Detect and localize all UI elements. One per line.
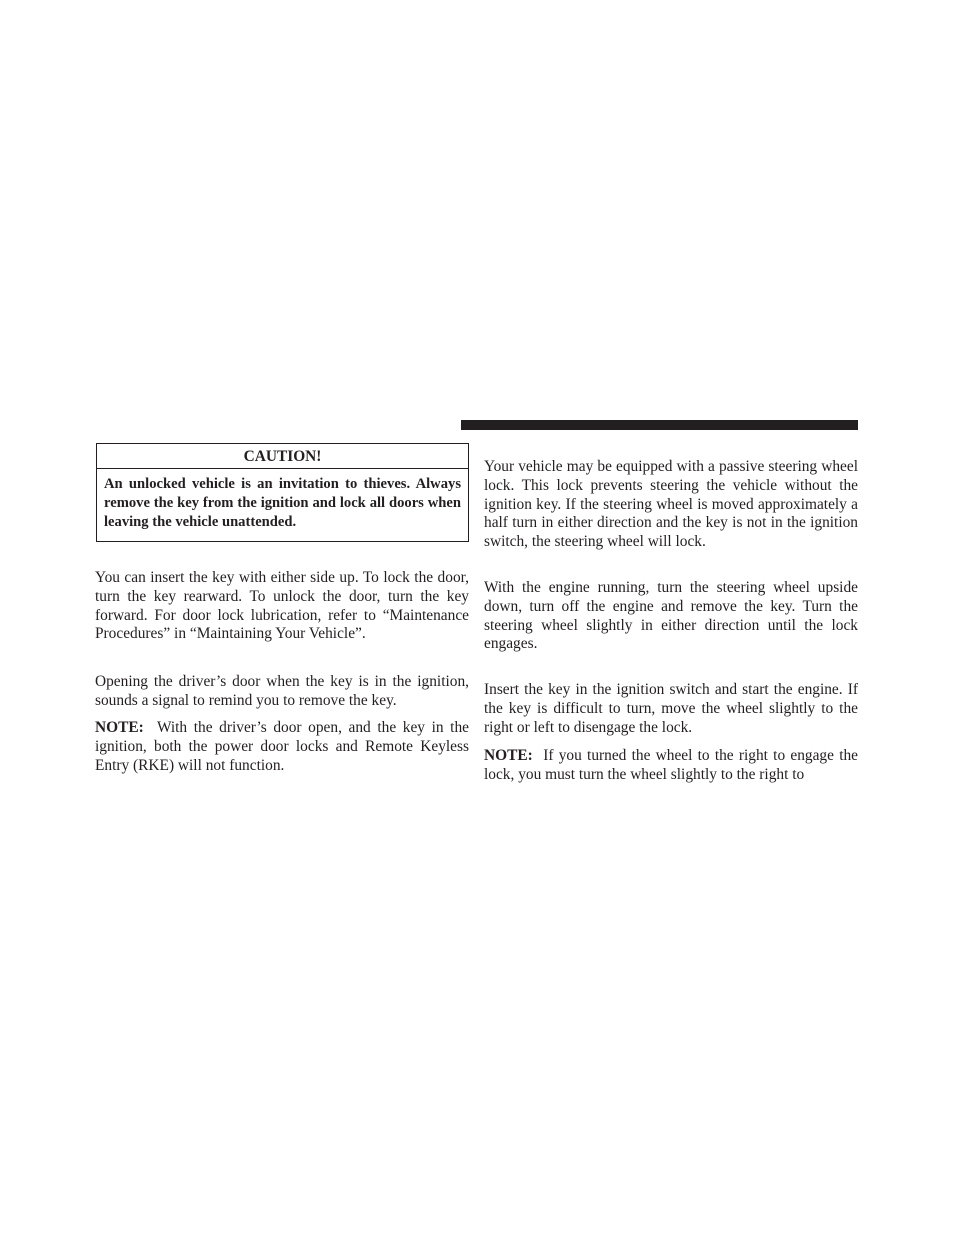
right-paragraph-disengage-lock bbox=[484, 681, 858, 737]
left-paragraph-key-reminder bbox=[95, 673, 469, 711]
left-note-text: With the driver’s door open, and the key in the ignition, both the power door locks and Remote Keyless Entry (RKE) will not function. bbox=[95, 719, 469, 774]
right-note-paragraph bbox=[484, 747, 858, 785]
steering-lock-text: Your vehicle may be equipped with a passive steering wheel lock. This lock prevents steering the vehicle without the ignition key. If the steering wheel is moved approximately a half turn in either direction and the key is not in the ignition switch, the steering wheel will lock. bbox=[484, 458, 858, 551]
disengage-lock-text: Insert the key in the ignition switch and start the engine. If the key is difficult to turn, move the wheel slightly to the right or left to disengage the lock. bbox=[484, 681, 858, 736]
left-note bbox=[95, 719, 469, 775]
section-header-bar bbox=[461, 420, 858, 430]
right-note bbox=[484, 747, 858, 785]
left-note-paragraph bbox=[95, 719, 469, 775]
left-paragraph-key-locking bbox=[95, 569, 469, 644]
caution-text: An unlocked vehicle is an invitation to thieves. Always remove the key from the ignition and lock all doors when leaving the vehicle unattended. bbox=[104, 476, 461, 530]
right-note-text: If you turned the wheel to the right to engage the lock, you must turn the wheel slightly to the right to bbox=[484, 747, 858, 783]
caution-box bbox=[96, 443, 469, 542]
caution-title: CAUTION! bbox=[97, 444, 468, 469]
left-note-label: NOTE: bbox=[95, 719, 144, 736]
right-paragraph-steering-lock bbox=[484, 458, 858, 552]
right-note-label: NOTE: bbox=[484, 747, 533, 764]
key-locking-text: You can insert the key with either side up. To lock the door, turn the key rearward. To unlock the door, turn the key forward. For door lock lubrication, refer to “Maintenance Procedures” in “Maintaining Your Vehicle”. bbox=[95, 569, 469, 643]
right-paragraph-engage-lock bbox=[484, 579, 858, 654]
key-reminder-text: Opening the driver’s door when the key is in the ignition, sounds a signal to remind you to remove the key. bbox=[95, 673, 469, 709]
engage-lock-text: With the engine running, turn the steering wheel upside down, turn off the engine and remove the key. Turn the steering wheel slightly in either direction until the lock engages. bbox=[484, 579, 858, 653]
